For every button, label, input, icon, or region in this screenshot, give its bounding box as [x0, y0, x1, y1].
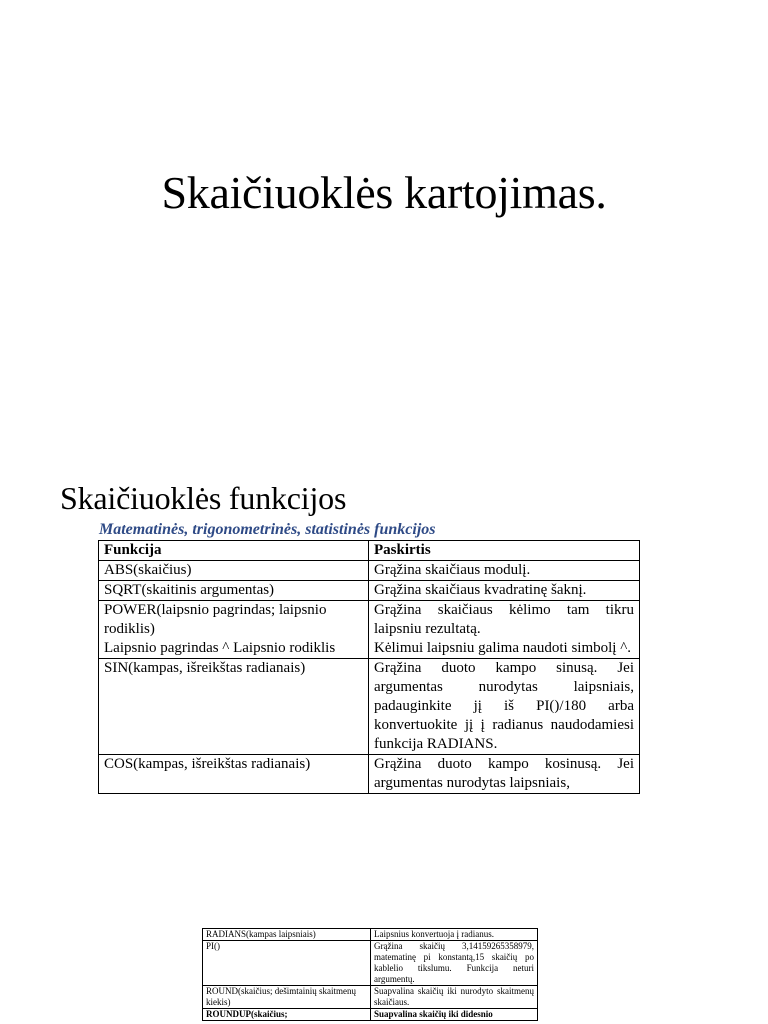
function-description-note: Kėlimui laipsniu galima naudoti simbolį ^.	[374, 640, 632, 656]
table-row	[99, 601, 640, 659]
table-row	[203, 1009, 538, 1021]
function-name: ROUND(skaičius; dešimtainių skaitmenų kiekis)	[203, 986, 371, 1009]
functions-table-viewport	[96, 538, 644, 811]
function-description: Grąžina skaičiaus modulį.	[369, 561, 640, 581]
function-description: Suapvalina skaičių iki nurodyto skaitmenų skaičiaus.	[371, 986, 538, 1009]
function-cell	[99, 601, 369, 659]
function-description: Grąžina skaičių 3,14159265358979, matematinę pi konstantą,15 skaičių po kablelio tikslumu. Funkcija neturi argumentų.	[371, 941, 538, 986]
functions-table-continued-viewport	[200, 926, 540, 1024]
function-description: Grąžina skaičiaus kvadratinę šaknį.	[369, 581, 640, 601]
function-name: POWER(laipsnio pagrindas; laipsnio rodiklis)	[104, 602, 327, 637]
function-name: RADIANS(kampas laipsniais)	[203, 929, 371, 941]
function-description: Grąžina duoto kampo sinusą. Jei argumentas nurodytas laipsniais, padauginkite jį iš PI()/180 arba konvertuokite jį į radianus naudodamiesi funkcija RADIANS.	[369, 659, 640, 755]
table-row	[203, 941, 538, 986]
function-name: SQRT(skaitinis argumentas)	[99, 581, 369, 601]
function-alt-syntax: Laipsnio pagrindas ^ Laipsnio rodiklis	[104, 640, 336, 656]
description-cell	[369, 601, 640, 659]
header-purpose: Paskirtis	[369, 541, 640, 561]
section-title: Skaičiuoklės funkcijos	[60, 480, 347, 516]
table-row	[99, 659, 640, 755]
table-row	[203, 986, 538, 1009]
function-name: SIN(kampas, išreikštas radianais)	[99, 659, 369, 755]
function-description: Suapvalina skaičių iki didesnio	[371, 1009, 538, 1021]
table-row	[99, 561, 640, 581]
function-description: Grąžina duoto kampo kosinusą. Jei argumentas nurodytas laipsniais,	[369, 755, 640, 794]
slide-title: Skaičiuoklės kartojimas.	[161, 167, 607, 218]
function-name: COS(kampas, išreikštas radianais)	[99, 755, 369, 794]
function-name: ABS(skaičius)	[99, 561, 369, 581]
function-description: Laipsnius konvertuoja į radianus.	[371, 929, 538, 941]
function-name: PI()	[203, 941, 371, 986]
functions-table	[98, 540, 640, 794]
table-row	[99, 581, 640, 601]
function-name: ROUNDUP(skaičius;	[203, 1009, 371, 1021]
functions-table-continued	[202, 928, 538, 1021]
table-row	[99, 755, 640, 794]
function-description: Grąžina skaičiaus kėlimo tam tikru laipsniu rezultatą.	[374, 602, 634, 637]
header-function: Funkcija	[99, 541, 369, 561]
table-caption: Matematinės, trigonometrinės, statistinės funkcijos	[99, 521, 436, 538]
table-row	[203, 929, 538, 941]
table-header-row	[99, 541, 640, 561]
